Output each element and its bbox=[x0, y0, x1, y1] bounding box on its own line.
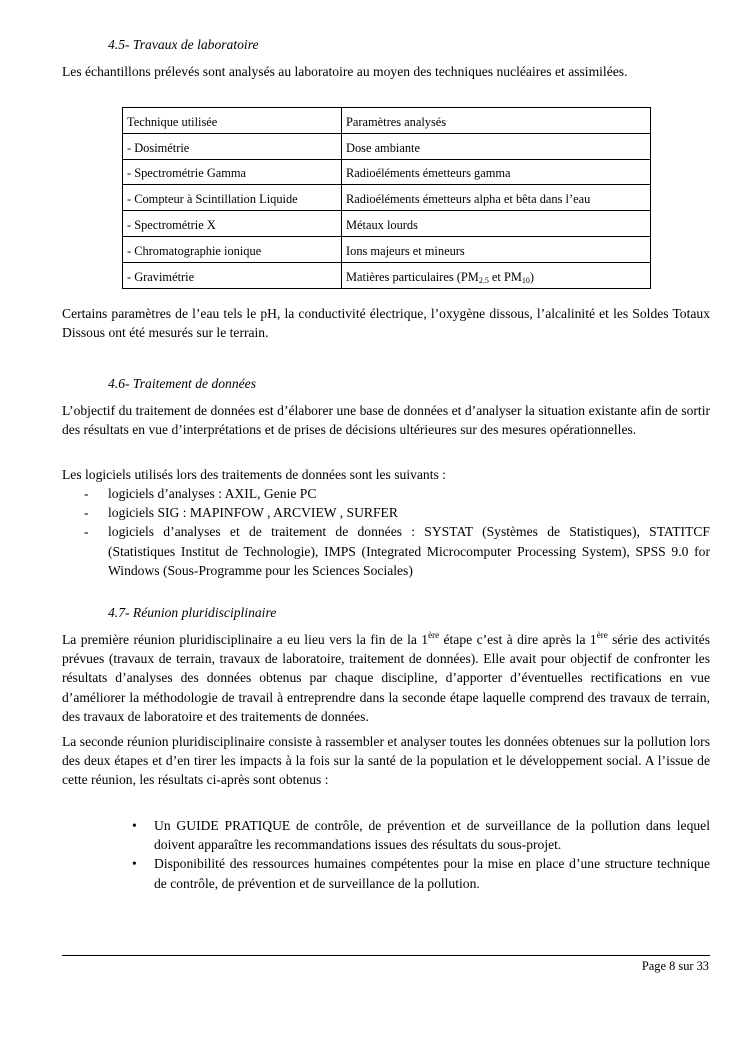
table-cell-parameter: Matières particulaires ($PM_{2.5}$ et $PM_{10}$) bbox=[342, 262, 651, 288]
table-cell-technique: - Compteur à Scintillation Liquide bbox=[123, 185, 342, 211]
section-4-7-first-meeting: La première réunion pluridisciplinaire a eu lieu vers la fin de la 1ère étape c’est à dire après la 1ère série des activités prévues (travaux de terrain, travaux de laboratoire, traitement de données). Elle avait pour objectif de confronter les résultats d’analyses des données obtenus par chaque discipline, d’apporter d’éventuelles rectifications en vue d’améliorer la méthodologie de travail à entreprendre dans la seconde étape laquelle comprend des travaux de terrain, des travaux de laboratoire et des traitements de données. bbox=[62, 630, 710, 724]
list-item: • Un GUIDE PRATIQUE de contrôle, de prévention et de surveillance de la pollution dans lequel doivent apparaître les recommandations issues des résultats du sous-projet. bbox=[132, 818, 710, 853]
section-4-5-intro: Les échantillons prélevés sont analysés au laboratoire au moyen des techniques nucléaires et assimilées. bbox=[62, 64, 628, 79]
table-cell-parameter: Ions majeurs et mineurs bbox=[342, 236, 651, 262]
list-item: - logiciels d’analyses : AXIL, Genie PC bbox=[84, 486, 317, 501]
table-cell-parameter: Radioéléments émetteurs gamma bbox=[342, 159, 651, 185]
list-item: - logiciels d’analyses et de traitement de données : SYSTAT (Systèmes de Statistiques), STATITCF (Statistiques Institut de Technologie), IMPS (Integrated Microcomputer Processing System), SPSS 9.0 for Windows (Sous-Programme pour les Sciences Sociales) bbox=[84, 524, 710, 578]
list-item: - logiciels SIG : MAPINFOW , ARCVIEW , SURFER bbox=[84, 505, 398, 521]
bullet-icon: • bbox=[132, 818, 137, 833]
table-cell-technique: - Spectrométrie X bbox=[123, 211, 342, 237]
table-cell-parameter: Métaux lourds bbox=[342, 211, 651, 237]
footer-divider bbox=[62, 955, 710, 956]
software-list bbox=[62, 484, 710, 580]
table-header-parameters: Paramètres analysés bbox=[342, 108, 651, 134]
table-row bbox=[123, 159, 651, 185]
section-heading-4-6: 4.6- Traitement de données bbox=[108, 376, 256, 391]
section-4-7-second-meeting: La seconde réunion pluridisciplinaire consiste à rassembler et analyser toutes les données obtenues sur la pollution lors des deux étapes et d’en tirer les impacts à la fois sur la santé de la population et le développement social. A l’issue de cette réunion, les résultats ci-après sont obtenus : bbox=[62, 734, 710, 788]
techniques-table bbox=[122, 107, 651, 289]
list-item: • Disponibilité des ressources humaines compétentes pour la mise en place d’une structure technique de contrôle, de prévention et de surveillance de la pollution. bbox=[132, 856, 710, 891]
table-row bbox=[123, 236, 651, 262]
table-row bbox=[123, 185, 651, 211]
table-cell-technique: - Dosimétrie bbox=[123, 133, 342, 159]
table-header-row bbox=[123, 108, 651, 134]
table-cell-technique: - Chromatographie ionique bbox=[123, 236, 342, 262]
table-cell-parameter: Radioéléments émetteurs alpha et bêta dans l’eau bbox=[342, 185, 651, 211]
section-4-6-objective: L’objectif du traitement de données est d’élaborer une base de données et d’analyser la situation existante afin de sortir des résultats en vue d’interprétations et de prises de décisions ultérieures sur des mesures opérationnelles. bbox=[62, 403, 710, 438]
section-4-6-software-intro: Les logiciels utilisés lors des traitements de données sont les suivants : bbox=[62, 467, 446, 482]
bullet-icon: • bbox=[132, 856, 137, 872]
results-bullet-list bbox=[132, 816, 710, 893]
section-heading-4-7: 4.7- Réunion pluridisciplinaire bbox=[108, 605, 277, 620]
table-row bbox=[123, 211, 651, 237]
table-row bbox=[123, 133, 651, 159]
section-4-5-field-params: Certains paramètres de l’eau tels le pH, la conductivité électrique, l’oxygène dissous, l’alcalinité et les Soldes Totaux Dissous ont été mesurés sur le terrain. bbox=[62, 306, 710, 341]
table-cell-technique: - Gravimétrie bbox=[123, 262, 342, 288]
table-cell-parameter: Dose ambiante bbox=[342, 133, 651, 159]
table-header-technique: Technique utilisée bbox=[123, 108, 342, 134]
table-row bbox=[123, 262, 651, 288]
page-number: Page 8 sur 33 bbox=[641, 959, 709, 973]
section-heading-4-5: 4.5- Travaux de laboratoire bbox=[108, 37, 259, 52]
table-cell-technique: - Spectrométrie Gamma bbox=[123, 159, 342, 185]
